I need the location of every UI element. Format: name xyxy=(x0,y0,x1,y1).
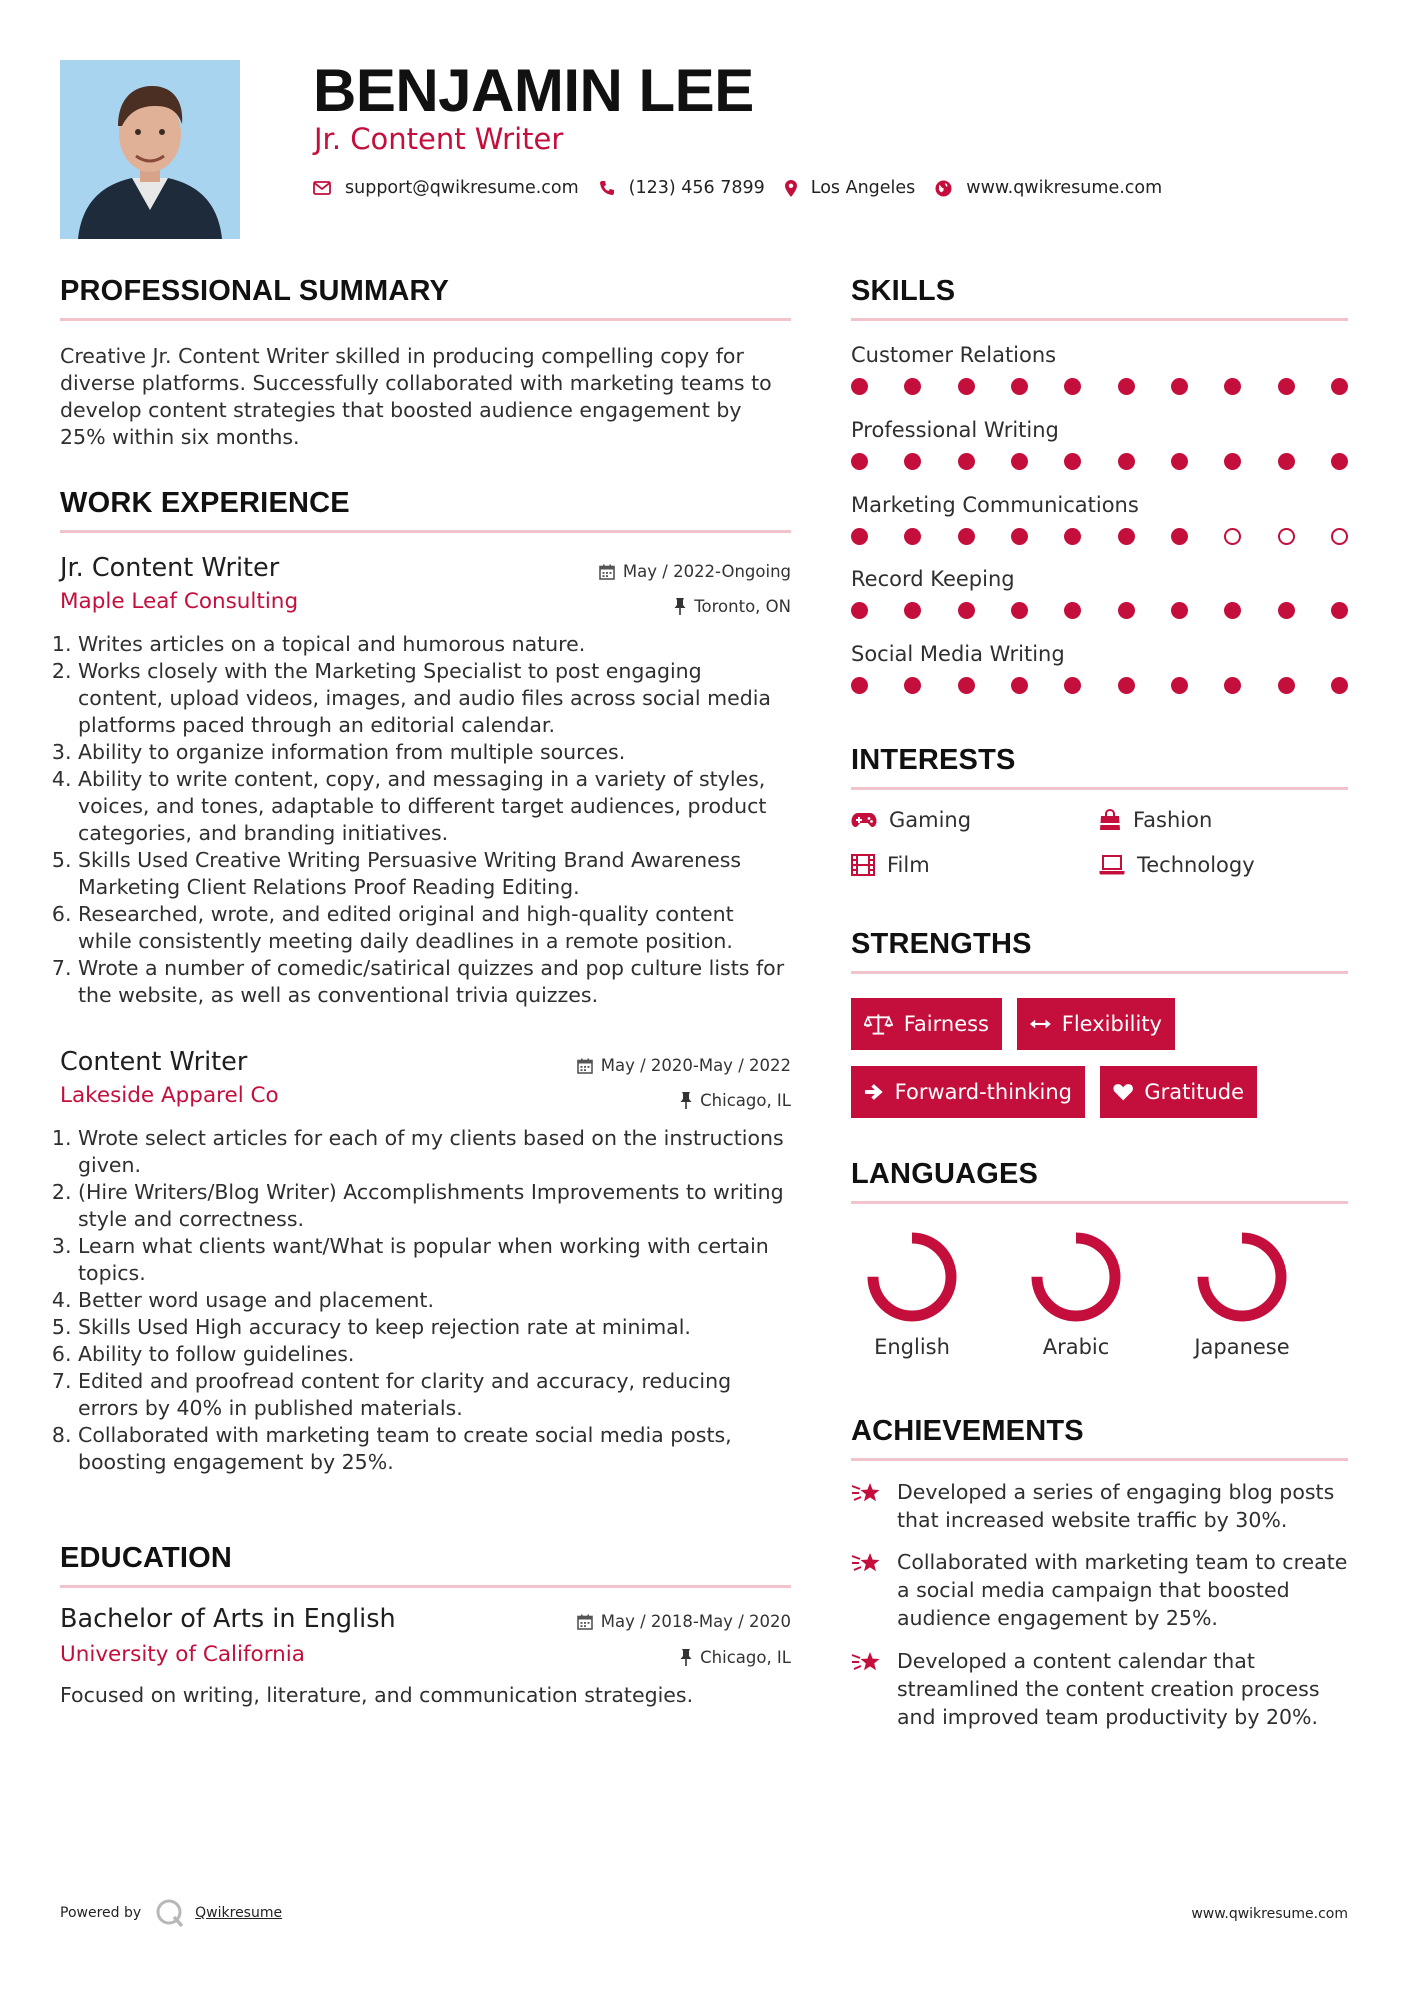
skills-heading: SKILLS xyxy=(851,275,956,307)
achievement-item xyxy=(851,1478,1351,1534)
skill-dot-filled xyxy=(1278,602,1295,619)
list-item: 1. Writes articles on a topical and humorous nature. xyxy=(78,631,791,658)
skill-row xyxy=(851,492,1348,545)
job-dates-text: May / 2020-May / 2022 xyxy=(600,1056,791,1075)
language-item xyxy=(1006,1225,1146,1359)
shooting-star-icon xyxy=(851,1550,883,1578)
skill-dot-filled xyxy=(1171,602,1188,619)
website-text: www.qwikresume.com xyxy=(966,178,1163,198)
school: University of California xyxy=(60,1642,305,1667)
language-level-arc xyxy=(873,1238,951,1316)
strength-tag xyxy=(851,1066,1085,1118)
list-item: 1. Wrote select articles for each of my clients based on the instructions given. xyxy=(78,1125,791,1179)
strength-tag xyxy=(851,998,1002,1050)
skill-dot-filled xyxy=(1224,602,1241,619)
interest-item xyxy=(851,808,971,832)
skill-dot-filled xyxy=(1118,528,1135,545)
skill-label: Record Keeping xyxy=(851,567,1015,591)
skill-dot-filled xyxy=(851,677,868,694)
list-item: 5. Skills Used Creative Writing Persuasive Writing Brand Awareness Marketing Client Relations Proof Reading Editing. xyxy=(78,847,791,901)
email-text: support@qwikresume.com xyxy=(345,178,579,198)
skill-rating xyxy=(851,378,1348,395)
education-dates-text: May / 2018-May / 2020 xyxy=(600,1612,791,1631)
skill-dot-filled xyxy=(1011,378,1028,395)
language-item xyxy=(1172,1225,1312,1359)
section-divider xyxy=(60,1585,791,1588)
interests-heading: INTERESTS xyxy=(851,744,1016,776)
job-entry xyxy=(60,553,791,1009)
interest-label: Technology xyxy=(1137,853,1255,877)
job-title: Content Writer xyxy=(60,1047,248,1077)
languages-section xyxy=(851,1157,1348,1204)
qwikresume-logo-icon xyxy=(155,1898,185,1928)
language-item xyxy=(842,1225,982,1359)
skill-dot-empty xyxy=(1278,528,1295,545)
skill-dot-filled xyxy=(1171,677,1188,694)
skill-row xyxy=(851,417,1348,470)
skill-dot-filled xyxy=(1011,602,1028,619)
shopping-bag-icon xyxy=(1099,809,1121,831)
list-item: 5. Skills Used High accuracy to keep rejection rate at minimal. xyxy=(78,1314,791,1341)
contact-website[interactable] xyxy=(935,178,1162,198)
skill-label: Social Media Writing xyxy=(851,642,1065,666)
experience-section xyxy=(60,486,791,533)
achievements-section xyxy=(851,1414,1348,1461)
skill-dot-filled xyxy=(958,528,975,545)
achievement-text: Developed a series of engaging blog posts that increased website traffic by 30%. xyxy=(897,1480,1335,1532)
skill-dot-filled xyxy=(851,453,868,470)
skill-dot-filled xyxy=(851,378,868,395)
map-pin-icon xyxy=(785,180,797,197)
education-entry xyxy=(60,1604,791,1709)
shooting-star-icon xyxy=(851,1649,883,1677)
list-item: 4. Better word usage and placement. xyxy=(78,1287,791,1314)
laptop-icon xyxy=(1099,855,1125,875)
education-description: Focused on writing, literature, and communication strategies. xyxy=(60,1683,694,1707)
skill-dot-empty xyxy=(1331,528,1348,545)
globe-icon xyxy=(935,180,952,197)
skill-dot-filled xyxy=(904,528,921,545)
skill-dot-filled xyxy=(1331,677,1348,694)
interest-label: Film xyxy=(887,853,930,877)
list-item: 6. Ability to follow guidelines. xyxy=(78,1341,791,1368)
achievements-heading: ACHIEVEMENTS xyxy=(851,1415,1084,1447)
languages-heading: LANGUAGES xyxy=(851,1158,1039,1190)
education-location xyxy=(680,1648,791,1667)
contact-phone[interactable] xyxy=(599,178,765,198)
list-item: 2. (Hire Writers/Blog Writer) Accomplishments Improvements to writing style and correctness. xyxy=(78,1179,791,1233)
education-heading: EDUCATION xyxy=(60,1542,233,1574)
footer-powered-by xyxy=(60,1898,282,1928)
skill-rating xyxy=(851,677,1348,694)
skill-dot-filled xyxy=(1278,378,1295,395)
job-location-text: Toronto, ON xyxy=(694,597,791,616)
skill-dot-filled xyxy=(1064,378,1081,395)
language-progress-ring xyxy=(1190,1225,1294,1329)
experience-heading: WORK EXPERIENCE xyxy=(60,487,350,519)
pushpin-icon xyxy=(680,1092,692,1109)
skill-dot-filled xyxy=(1224,378,1241,395)
skill-dot-filled xyxy=(851,602,868,619)
skill-dot-filled xyxy=(1224,453,1241,470)
language-label: English xyxy=(874,1335,950,1359)
interests-section xyxy=(851,743,1348,790)
skill-row xyxy=(851,342,1348,395)
education-section xyxy=(60,1541,791,1588)
person-portrait-icon xyxy=(60,60,240,239)
achievement-text: Collaborated with marketing team to create a social media campaign that boosted audience engagement by 25%. xyxy=(897,1550,1348,1630)
job-bullets xyxy=(60,631,791,1009)
candidate-name: BENJAMIN LEE xyxy=(313,57,754,124)
pushpin-icon xyxy=(680,1649,692,1666)
list-item: 3. Ability to organize information from multiple sources. xyxy=(78,739,791,766)
heart-icon xyxy=(1113,1082,1133,1102)
list-item: 8. Collaborated with marketing team to create social media posts, boosting engagement by 25%. xyxy=(78,1422,791,1476)
job-dates-text: May / 2022-Ongoing xyxy=(622,562,791,581)
powered-by-text: Powered by xyxy=(60,1905,142,1921)
language-label: Arabic xyxy=(1042,1335,1110,1359)
film-icon xyxy=(851,854,875,876)
strength-label: Fairness xyxy=(903,1012,989,1036)
job-title: Jr. Content Writer xyxy=(60,553,280,583)
list-item: 7. Wrote a number of comedic/satirical quizzes and pop culture lists for the website, as well as conventional trivia quizzes. xyxy=(78,955,791,1009)
education-dates xyxy=(577,1612,791,1631)
skill-dot-filled xyxy=(958,453,975,470)
skill-dot-filled xyxy=(1011,453,1028,470)
summary-text: Creative Jr. Content Writer skilled in producing compelling copy for diverse platforms. Successfully collaborated with marketing teams to develop content strategies that boosted audience engagement by 25% within six months. xyxy=(60,344,772,449)
job-location xyxy=(680,1091,791,1110)
skill-dot-filled xyxy=(958,378,975,395)
balance-scale-icon xyxy=(864,1012,893,1036)
skill-rating xyxy=(851,602,1348,619)
strength-label: Forward-thinking xyxy=(894,1080,1072,1104)
job-bullets xyxy=(60,1125,791,1476)
qwikresume-link[interactable]: Qwikresume xyxy=(195,1905,283,1921)
language-progress-ring xyxy=(1024,1225,1128,1329)
job-location xyxy=(674,597,791,616)
contact-location xyxy=(785,178,916,198)
interest-item xyxy=(1099,808,1212,832)
skill-dot-filled xyxy=(1118,378,1135,395)
language-progress-ring xyxy=(860,1225,964,1329)
interest-item xyxy=(1099,853,1255,877)
skill-dot-empty xyxy=(1224,528,1241,545)
skill-dot-filled xyxy=(1171,528,1188,545)
achievement-text: Developed a content calendar that streamlined the content creation process and improved team productivity by 20%. xyxy=(897,1649,1320,1729)
skill-dot-filled xyxy=(1064,602,1081,619)
skill-label: Marketing Communications xyxy=(851,493,1139,517)
list-item: 3. Learn what clients want/What is popular when working with certain topics. xyxy=(78,1233,791,1287)
language-level-arc xyxy=(1203,1238,1281,1316)
achievement-item xyxy=(851,1647,1351,1731)
skill-label: Professional Writing xyxy=(851,418,1059,442)
skills-section xyxy=(851,274,1348,321)
skill-dot-filled xyxy=(1171,378,1188,395)
footer-website-link[interactable]: www.qwikresume.com xyxy=(1191,1906,1348,1922)
strength-label: Gratitude xyxy=(1144,1080,1244,1104)
skill-dot-filled xyxy=(1118,677,1135,694)
strengths-heading: STRENGTHS xyxy=(851,928,1032,960)
skill-dot-filled xyxy=(1118,453,1135,470)
skill-label: Customer Relations xyxy=(851,343,1057,367)
skill-dot-filled xyxy=(851,528,868,545)
profile-photo xyxy=(60,60,240,239)
strength-tag xyxy=(1100,1066,1257,1118)
section-divider xyxy=(851,971,1348,974)
calendar-icon xyxy=(577,1058,593,1074)
calendar-icon xyxy=(599,564,615,580)
skill-dot-filled xyxy=(1278,453,1295,470)
job-dates xyxy=(599,562,791,581)
section-divider xyxy=(851,1201,1348,1204)
phone-text: (123) 456 7899 xyxy=(628,178,765,198)
skill-dot-filled xyxy=(1064,677,1081,694)
skill-dot-filled xyxy=(1331,602,1348,619)
skill-dot-filled xyxy=(904,378,921,395)
skill-dot-filled xyxy=(1224,677,1241,694)
language-label: Japanese xyxy=(1194,1335,1290,1359)
arrows-horizontal-icon xyxy=(1030,1017,1051,1031)
education-location-text: Chicago, IL xyxy=(700,1648,791,1667)
skill-dot-filled xyxy=(1011,677,1028,694)
list-item: 7. Edited and proofread content for clarity and accuracy, reducing errors by 40% in published materials. xyxy=(78,1368,791,1422)
skill-dot-filled xyxy=(1331,453,1348,470)
language-level-arc xyxy=(1037,1238,1115,1316)
degree: Bachelor of Arts in English xyxy=(60,1604,396,1634)
interest-label: Gaming xyxy=(889,808,972,832)
skill-dot-filled xyxy=(958,602,975,619)
job-company: Maple Leaf Consulting xyxy=(60,589,299,614)
phone-icon xyxy=(599,180,615,196)
envelope-icon xyxy=(313,181,331,195)
summary-section xyxy=(60,274,791,321)
section-divider xyxy=(851,318,1348,321)
job-company: Lakeside Apparel Co xyxy=(60,1083,279,1108)
skill-dot-filled xyxy=(1118,602,1135,619)
job-dates xyxy=(577,1056,791,1075)
calendar-icon xyxy=(577,1614,593,1630)
list-item: 4. Ability to write content, copy, and messaging in a variety of styles, voices, and tones, adaptable to different target audiences, product categories, and branding initiatives. xyxy=(78,766,791,847)
skill-dot-filled xyxy=(904,453,921,470)
skill-rating xyxy=(851,528,1348,545)
skill-rating xyxy=(851,453,1348,470)
pushpin-icon xyxy=(674,598,686,615)
section-divider xyxy=(851,787,1348,790)
gamepad-icon xyxy=(851,812,877,828)
contact-bar xyxy=(313,178,1182,198)
skill-dot-filled xyxy=(904,677,921,694)
section-divider xyxy=(60,530,791,533)
skill-dot-filled xyxy=(1331,378,1348,395)
shooting-star-icon xyxy=(851,1480,883,1508)
strength-label: Flexibility xyxy=(1061,1012,1162,1036)
list-item: 6. Researched, wrote, and edited original and high-quality content while consistently meeting daily deadlines in a remote position. xyxy=(78,901,791,955)
skill-dot-filled xyxy=(904,602,921,619)
section-divider xyxy=(60,318,791,321)
achievement-item xyxy=(851,1548,1351,1632)
skill-dot-filled xyxy=(1011,528,1028,545)
skill-dot-filled xyxy=(1278,677,1295,694)
strengths-section xyxy=(851,927,1348,974)
skill-dot-filled xyxy=(1171,453,1188,470)
interest-label: Fashion xyxy=(1133,808,1213,832)
contact-email[interactable] xyxy=(313,178,579,198)
job-entry xyxy=(60,1047,791,1476)
job-location-text: Chicago, IL xyxy=(700,1091,791,1110)
strength-tag xyxy=(1017,998,1175,1050)
list-item: 2. Works closely with the Marketing Specialist to post engaging content, upload videos, images, and audio files across social media platforms paced through an editorial calendar. xyxy=(78,658,791,739)
location-text: Los Angeles xyxy=(810,178,916,198)
skill-dot-filled xyxy=(1064,528,1081,545)
interest-item xyxy=(851,853,930,877)
skill-row xyxy=(851,641,1348,694)
skill-row xyxy=(851,566,1348,619)
skill-dot-filled xyxy=(1064,453,1081,470)
skill-dot-filled xyxy=(958,677,975,694)
summary-heading: PROFESSIONAL SUMMARY xyxy=(60,275,450,307)
candidate-title: Jr. Content Writer xyxy=(314,122,564,156)
section-divider xyxy=(851,1458,1348,1461)
arrow-right-icon xyxy=(864,1082,884,1102)
